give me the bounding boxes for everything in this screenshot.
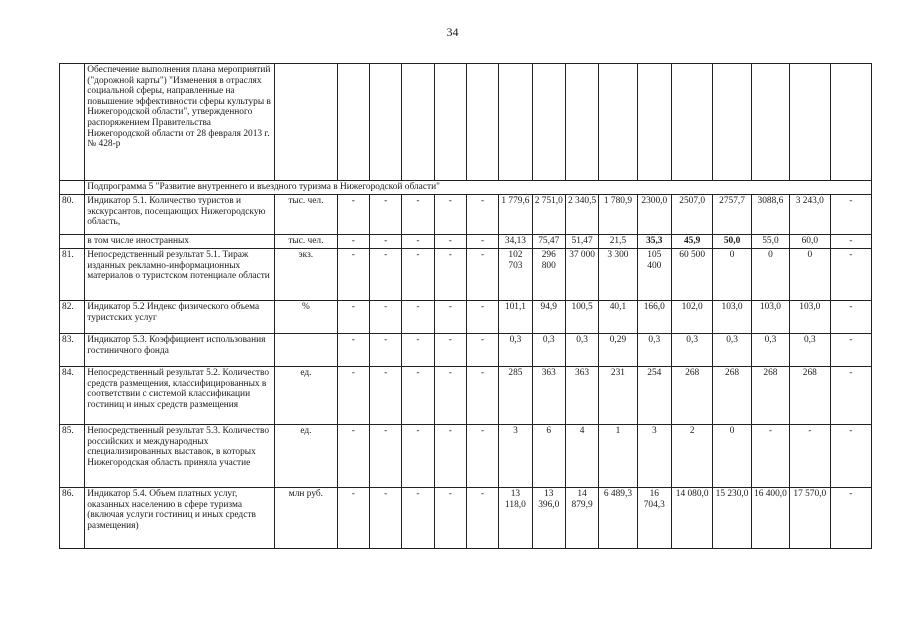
- value-cell: 166,0: [637, 301, 671, 334]
- value-cell: 45,9: [671, 235, 712, 249]
- value-cell: -: [434, 488, 466, 549]
- value-cell: 3 300: [599, 249, 637, 301]
- value-cell: -: [370, 195, 402, 235]
- value-cell: 4: [565, 425, 598, 488]
- table-row: [60, 249, 872, 301]
- value-cell: -: [466, 334, 498, 367]
- value-cell: -: [830, 488, 872, 549]
- value-cell: 16 400,0: [751, 488, 789, 549]
- value-cell: 37 000: [565, 249, 598, 301]
- value-cell: 60 500: [671, 249, 712, 301]
- table-row: [60, 488, 872, 549]
- value-cell: -: [830, 334, 872, 367]
- value-cell: 268: [790, 367, 830, 425]
- value-cell: -: [337, 488, 369, 549]
- value-cell: 2: [671, 425, 712, 488]
- value-cell: -: [370, 425, 402, 488]
- value-cell: 51,47: [565, 235, 598, 249]
- value-cell: 268: [751, 367, 789, 425]
- value-cell: 0,3: [565, 334, 598, 367]
- row-unit: экз.: [275, 249, 338, 301]
- row-unit: млн руб.: [275, 488, 338, 549]
- table-row: [60, 195, 872, 235]
- value-cell: 0: [790, 249, 830, 301]
- value-cell: 0: [713, 249, 751, 301]
- value-cell: -: [434, 367, 466, 425]
- value-cell: -: [466, 249, 498, 301]
- value-cell: -: [402, 488, 434, 549]
- value-cell: -: [434, 195, 466, 235]
- value-cell: 17 570,0: [790, 488, 830, 549]
- value-cell: 105 400: [637, 249, 671, 301]
- value-cell: 15 230,0: [713, 488, 751, 549]
- value-cell: 35,3: [637, 235, 671, 249]
- value-cell: -: [337, 301, 369, 334]
- row-name: в том числе иностранных: [85, 235, 275, 249]
- value-cell: 0,3: [790, 334, 830, 367]
- value-cell: 2757,7: [713, 195, 751, 235]
- value-cell: 363: [565, 367, 598, 425]
- value-cell: 3 243,0: [790, 195, 830, 235]
- indicators-table: [59, 63, 872, 549]
- row-name: Непосредственный результат 5.2. Количество средств размещения, классифицированных в соответствии с системой классификации гостиниц и иных средств размещения: [85, 367, 275, 425]
- value-cell: -: [466, 488, 498, 549]
- value-cell: -: [337, 425, 369, 488]
- row-name: Индикатор 5.2 Индекс физического объема туристских услуг: [85, 301, 275, 334]
- value-cell: -: [434, 235, 466, 249]
- row-name: Индикатор 5.3. Коэффициент использования гостиничного фонда: [85, 334, 275, 367]
- value-cell: 1 780,9: [599, 195, 637, 235]
- value-cell: -: [337, 249, 369, 301]
- row-unit: ед.: [275, 367, 338, 425]
- value-cell: -: [337, 195, 369, 235]
- value-cell: 100,5: [565, 301, 598, 334]
- value-cell: 268: [671, 367, 712, 425]
- row-unit: ед.: [275, 425, 338, 488]
- value-cell: -: [830, 425, 872, 488]
- row-number: 85.: [60, 425, 85, 488]
- row-name: Непосредственный результат 5.3. Количество российских и международных специализированных выставок, в которых Нижегородская область приняла участие: [85, 425, 275, 488]
- row-unit: тыс. чел.: [275, 195, 338, 235]
- row-number: 83.: [60, 334, 85, 367]
- value-cell: 2300,0: [637, 195, 671, 235]
- value-cell: -: [402, 195, 434, 235]
- row-name: Непосредственный результат 5.1. Тираж изданных рекламно-информационных материалов о туристском потенциале области: [85, 249, 275, 301]
- value-cell: 13 396,0: [532, 488, 565, 549]
- row-number: 82.: [60, 301, 85, 334]
- row-number: 84.: [60, 367, 85, 425]
- value-cell: 40,1: [599, 301, 637, 334]
- value-cell: -: [370, 334, 402, 367]
- value-cell: -: [830, 301, 872, 334]
- row-number: 81.: [60, 249, 85, 301]
- value-cell: 363: [532, 367, 565, 425]
- value-cell: -: [337, 334, 369, 367]
- value-cell: 0,3: [671, 334, 712, 367]
- value-cell: 34,13: [499, 235, 532, 249]
- table-body: [60, 64, 872, 549]
- value-cell: 14 080,0: [671, 488, 712, 549]
- value-cell: -: [402, 235, 434, 249]
- value-cell: -: [830, 195, 872, 235]
- value-cell: -: [751, 425, 789, 488]
- value-cell: 0: [713, 425, 751, 488]
- value-cell: -: [466, 367, 498, 425]
- value-cell: -: [434, 334, 466, 367]
- value-cell: 14 879,9: [565, 488, 598, 549]
- value-cell: -: [370, 367, 402, 425]
- value-cell: 2 751,0: [532, 195, 565, 235]
- value-cell: -: [370, 249, 402, 301]
- value-cell: -: [402, 301, 434, 334]
- value-cell: 101,1: [499, 301, 532, 334]
- value-cell: 0,3: [532, 334, 565, 367]
- value-cell: -: [466, 301, 498, 334]
- value-cell: 2507,0: [671, 195, 712, 235]
- value-cell: -: [466, 195, 498, 235]
- value-cell: 0: [751, 249, 789, 301]
- value-cell: 0,3: [637, 334, 671, 367]
- value-cell: -: [830, 249, 872, 301]
- value-cell: -: [830, 367, 872, 425]
- row-unit: %: [275, 301, 338, 334]
- value-cell: 94,9: [532, 301, 565, 334]
- value-cell: -: [402, 367, 434, 425]
- value-cell: 2 340,5: [565, 195, 598, 235]
- value-cell: 6 489,3: [599, 488, 637, 549]
- value-cell: -: [337, 235, 369, 249]
- table-row: [60, 334, 872, 367]
- row-unit: тыс. чел.: [275, 235, 338, 249]
- value-cell: 296 800: [532, 249, 565, 301]
- value-cell: 21,5: [599, 235, 637, 249]
- value-cell: 16 704,3: [637, 488, 671, 549]
- row-name: Индикатор 5.4. Объем платных услуг, оказанных населению в сфере туризма (включая услуги гостиниц и иных средств размещения): [85, 488, 275, 549]
- subprogram-title: Подпрограмма 5 "Развитие внутреннего и въездного туризма в Нижегородской области": [85, 181, 872, 195]
- value-cell: 268: [713, 367, 751, 425]
- value-cell: -: [370, 235, 402, 249]
- value-cell: 6: [532, 425, 565, 488]
- subprogram-row: [60, 181, 872, 195]
- value-cell: 55,0: [751, 235, 789, 249]
- value-cell: 103,0: [713, 301, 751, 334]
- value-cell: -: [402, 249, 434, 301]
- table-row: [60, 235, 872, 249]
- value-cell: 254: [637, 367, 671, 425]
- value-cell: 13 118,0: [499, 488, 532, 549]
- table-row: [60, 425, 872, 488]
- value-cell: 50,0: [713, 235, 751, 249]
- value-cell: -: [790, 425, 830, 488]
- row-number: [60, 235, 85, 249]
- value-cell: 102 703: [499, 249, 532, 301]
- value-cell: -: [402, 334, 434, 367]
- row-name: Индикатор 5.1. Количество туристов и экскурсантов, посещающих Нижегородскую область,: [85, 195, 275, 235]
- value-cell: -: [830, 235, 872, 249]
- value-cell: -: [434, 301, 466, 334]
- value-cell: 3088,6: [751, 195, 789, 235]
- value-cell: 102,0: [671, 301, 712, 334]
- intro-text: Обеспечение выполнения плана мероприятий ("дорожной карты") "Изменения в отраслях социальной сферы, направленные на повышение эффективности сферы культуры в Нижегородской области", утвержденного распоряжением Правительства Нижегородской области от 28 февраля 2013 г. № 428-р: [85, 64, 275, 181]
- value-cell: 231: [599, 367, 637, 425]
- value-cell: 285: [499, 367, 532, 425]
- value-cell: 1: [599, 425, 637, 488]
- table-row: [60, 367, 872, 425]
- value-cell: -: [434, 249, 466, 301]
- value-cell: 60,0: [790, 235, 830, 249]
- value-cell: 103,0: [751, 301, 789, 334]
- row-number: 86.: [60, 488, 85, 549]
- value-cell: 0,3: [751, 334, 789, 367]
- value-cell: -: [370, 488, 402, 549]
- value-cell: -: [466, 425, 498, 488]
- intro-row: [60, 64, 872, 181]
- value-cell: 0,3: [713, 334, 751, 367]
- value-cell: -: [434, 425, 466, 488]
- table-row: [60, 301, 872, 334]
- value-cell: -: [466, 235, 498, 249]
- value-cell: 3: [637, 425, 671, 488]
- page-number: 34: [446, 25, 459, 39]
- value-cell: 1 779,6: [499, 195, 532, 235]
- value-cell: 75,47: [532, 235, 565, 249]
- row-unit: [275, 334, 338, 367]
- value-cell: -: [337, 367, 369, 425]
- cell-empty: [60, 64, 85, 181]
- value-cell: 103,0: [790, 301, 830, 334]
- value-cell: 3: [499, 425, 532, 488]
- value-cell: 0,29: [599, 334, 637, 367]
- row-number: 80.: [60, 195, 85, 235]
- value-cell: -: [370, 301, 402, 334]
- value-cell: 0,3: [499, 334, 532, 367]
- value-cell: -: [402, 425, 434, 488]
